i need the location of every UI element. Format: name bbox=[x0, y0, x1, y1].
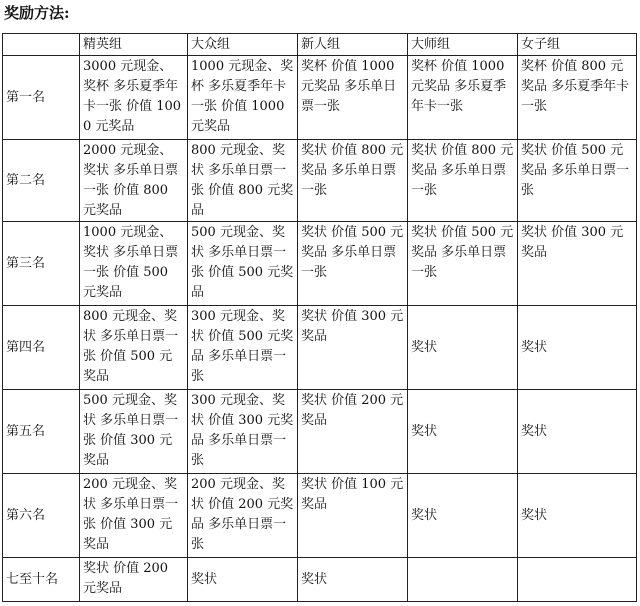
prize-cell: 奖杯 价值 1000 元奖品 多乐夏季年卡一张 bbox=[408, 56, 518, 140]
prize-cell: 200 元现金、奖状 价值 200 元奖品 多乐单日票一张 bbox=[188, 474, 298, 558]
rank-cell: 第二名 bbox=[3, 140, 80, 222]
rank-cell: 七至十名 bbox=[3, 558, 80, 602]
prize-cell: 奖状 价值 500 元奖品 多乐单日票一张 bbox=[408, 222, 518, 306]
prize-cell: 奖杯 价值 800 元奖品 多乐夏季年卡一张 bbox=[518, 56, 637, 140]
header-newcomer-group: 新人组 bbox=[298, 34, 408, 56]
prize-cell: 奖状 价值 200 元奖品 bbox=[298, 390, 408, 474]
prize-cell: 奖状 bbox=[298, 558, 408, 602]
prize-cell: 奖状 价值 200 元奖品 bbox=[80, 558, 188, 602]
prize-cell: 奖状 bbox=[408, 390, 518, 474]
prize-cell: 800 元现金、奖状 多乐单日票一张 价值 500 元奖品 bbox=[80, 306, 188, 390]
prize-cell: 500 元现金、奖状 多乐单日票一张 价值 300 元奖品 bbox=[80, 390, 188, 474]
header-women-group: 女子组 bbox=[518, 34, 637, 56]
prize-cell: 奖状 bbox=[408, 474, 518, 558]
prize-cell: 奖状 价值 800 元奖品 多乐单日票一张 bbox=[298, 140, 408, 222]
prize-cell: 奖状 价值 300 元奖品 bbox=[518, 222, 637, 306]
rank-cell: 第四名 bbox=[3, 306, 80, 390]
prize-cell: 300 元现金、奖状 价值 500 元奖品 多乐单日票一张 bbox=[188, 306, 298, 390]
table-row bbox=[3, 222, 637, 306]
prize-cell: 奖状 bbox=[188, 558, 298, 602]
table-row bbox=[3, 306, 637, 390]
prize-cell: 300 元现金、奖状 价值 300 元奖品 多乐单日票一张 bbox=[188, 390, 298, 474]
table-header-row bbox=[3, 34, 637, 56]
prize-cell: 500 元现金、奖状 多乐单日票一张 价值 500 元奖品 bbox=[188, 222, 298, 306]
header-elite-group: 精英组 bbox=[80, 34, 188, 56]
section-heading: 奖励方法: bbox=[4, 4, 70, 22]
prize-cell: 奖状 价值 100 元奖品 bbox=[298, 474, 408, 558]
header-master-group: 大师组 bbox=[408, 34, 518, 56]
table-row bbox=[3, 140, 637, 222]
prize-cell: 奖状 价值 300 元奖品 bbox=[298, 306, 408, 390]
prize-cell: 3000 元现金、奖杯 多乐夏季年卡一张 价值 1000 元奖品 bbox=[80, 56, 188, 140]
rank-cell: 第三名 bbox=[3, 222, 80, 306]
awards-table bbox=[2, 33, 637, 602]
rank-cell: 第五名 bbox=[3, 390, 80, 474]
header-public-group: 大众组 bbox=[188, 34, 298, 56]
prize-cell: 2000 元现金、奖状 多乐单日票一张 价值 800 元奖品 bbox=[80, 140, 188, 222]
prize-cell: 奖状 bbox=[518, 306, 637, 390]
prize-cell: 1000 元现金、奖状 多乐单日票一张 价值 500 元奖品 bbox=[80, 222, 188, 306]
header-corner bbox=[3, 34, 80, 56]
table-row bbox=[3, 558, 637, 602]
prize-cell: 奖状 bbox=[518, 474, 637, 558]
table-row bbox=[3, 390, 637, 474]
prize-cell: 奖状 价值 500 元奖品 多乐单日票一张 bbox=[298, 222, 408, 306]
prize-cell: 奖杯 价值 1000 元奖品 多乐单日票一张 bbox=[298, 56, 408, 140]
prize-cell bbox=[518, 558, 637, 602]
prize-cell: 奖状 价值 800 元奖品 多乐单日票一张 bbox=[408, 140, 518, 222]
prize-cell: 奖状 bbox=[518, 390, 637, 474]
table-row bbox=[3, 474, 637, 558]
rank-cell: 第一名 bbox=[3, 56, 80, 140]
table-row bbox=[3, 56, 637, 140]
prize-cell: 200 元现金、奖状 多乐单日票一张 价值 300 元奖品 bbox=[80, 474, 188, 558]
rank-cell: 第六名 bbox=[3, 474, 80, 558]
prize-cell bbox=[408, 558, 518, 602]
prize-cell: 奖状 价值 500 元奖品 多乐单日票一张 bbox=[518, 140, 637, 222]
prize-cell: 奖状 bbox=[408, 306, 518, 390]
prize-cell: 800 元现金、奖状 多乐单日票一张 价值 800 元奖品 bbox=[188, 140, 298, 222]
prize-cell: 1000 元现金、奖杯 多乐夏季年卡一张 价值 1000 元奖品 bbox=[188, 56, 298, 140]
